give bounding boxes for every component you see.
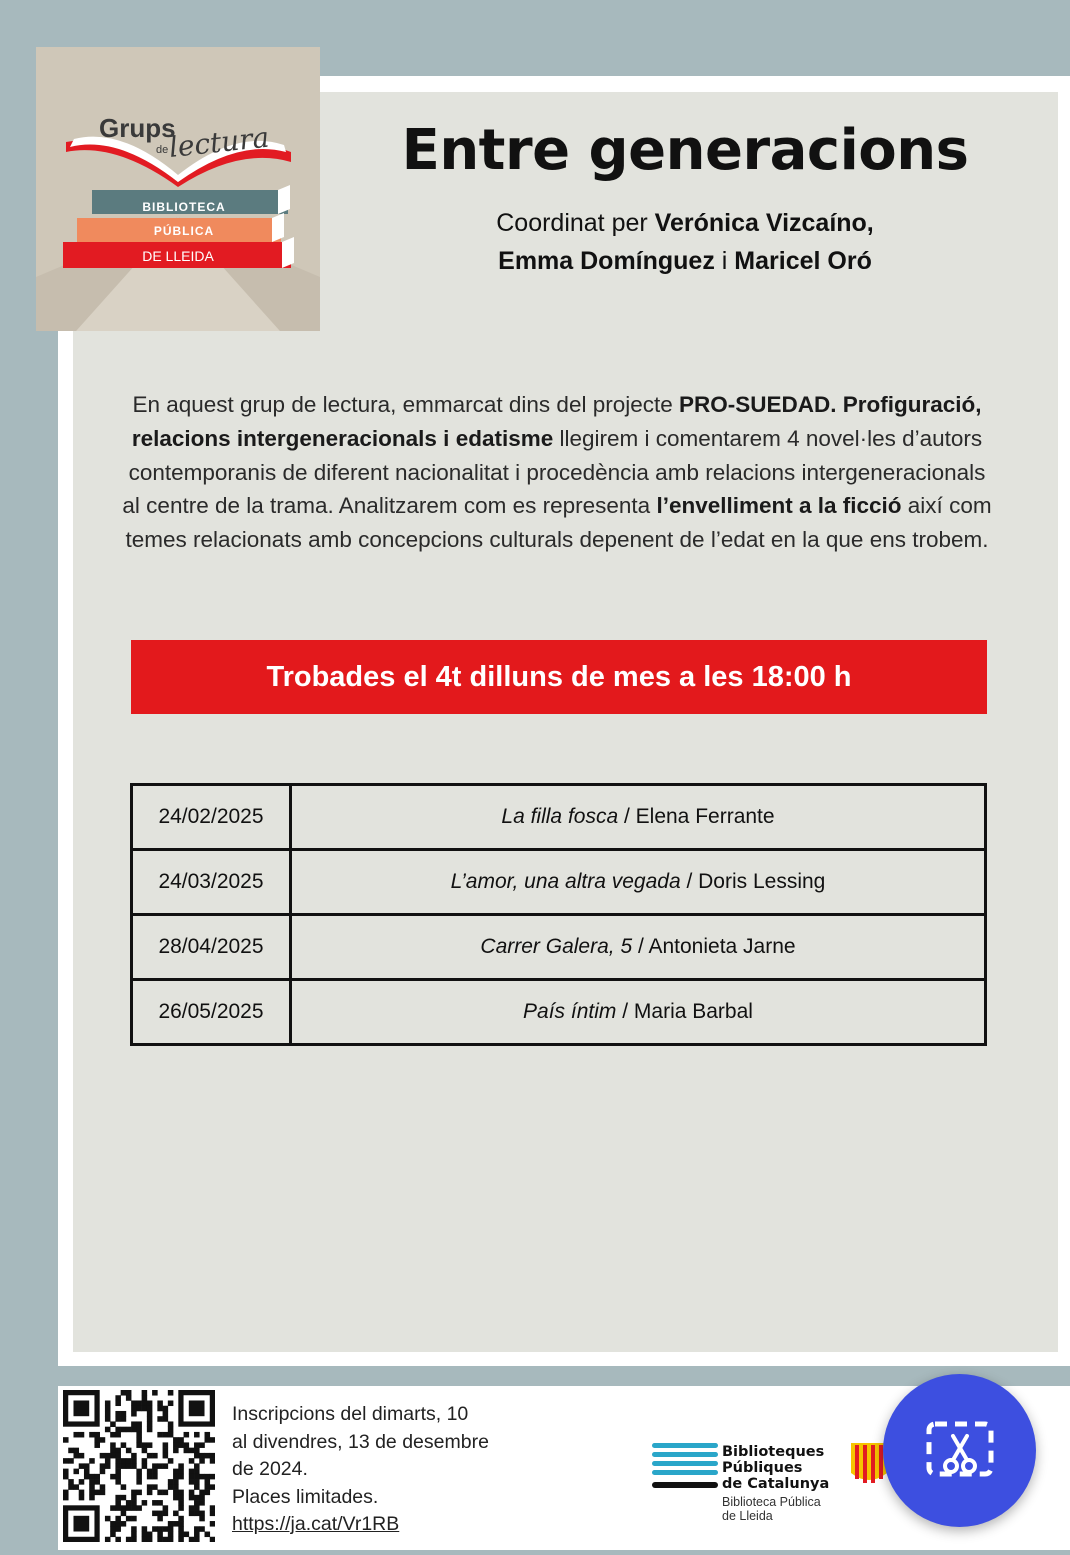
registration-line-3: de 2024.: [232, 1458, 308, 1480]
bpc-sub-line-1: Biblioteca Pública: [722, 1495, 821, 1509]
book-title: Carrer Galera, 5: [480, 935, 633, 958]
book-author: Elena Ferrante: [635, 805, 775, 828]
book-separator: /: [680, 870, 699, 893]
bpc-line-2: Públiques: [722, 1460, 803, 1476]
logo-grups: Grups: [99, 113, 176, 143]
book-author: Doris Lessing: [698, 870, 826, 893]
registration-link[interactable]: https://ja.cat/Vr1RB: [232, 1513, 400, 1535]
coordination: [330, 204, 1040, 280]
intro-text-2: llegirem i comentarem 4 novel·les d’autors contemporanis de diferent nacionalitat i procedència amb relacions intergeneracionals al centre de la trama. Analitzarem com es representa: [122, 425, 986, 519]
crop-scissors-icon: [925, 1420, 995, 1482]
book-title: L’amor, una altra vegada: [450, 870, 681, 893]
book-author: Maria Barbal: [633, 1000, 753, 1023]
intro-paragraph: [120, 388, 994, 557]
session-date: 26/05/2025: [132, 980, 291, 1045]
book-author: Antonieta Jarne: [648, 935, 796, 958]
bpc-sub-line-2: de Lleida: [722, 1509, 773, 1523]
logo-de: de: [156, 144, 169, 156]
coordination-line-2: [330, 242, 1040, 280]
qr-code-icon[interactable]: [63, 1390, 215, 1542]
book-separator: /: [618, 805, 636, 828]
coord-name-1: Verónica Vizcaíno,: [654, 209, 874, 237]
table-row: [132, 980, 986, 1045]
registration-line-4: Places limitades.: [232, 1485, 379, 1508]
grups-lectura-logo: [36, 47, 320, 331]
registration-line-1: Inscripcions del dimarts, 10: [232, 1403, 469, 1425]
session-date: 24/02/2025: [132, 785, 291, 850]
book-title: La filla fosca: [501, 805, 619, 828]
session-book: [291, 785, 986, 850]
logo-book-2: PÚBLICA: [153, 224, 215, 238]
book-separator: /: [616, 1000, 634, 1023]
session-date: 28/04/2025: [132, 915, 291, 980]
intro-bold-1: PRO-SUEDAD. Profiguració, relacions intergeneracionals i edatisme: [131, 392, 982, 451]
registration-line-2: al divendres, 13 de desembre: [232, 1430, 489, 1453]
logo-book-3: DE LLEIDA: [142, 248, 214, 264]
screenshot-capture-button[interactable]: [883, 1374, 1036, 1527]
bpc-subtitle: [722, 1495, 821, 1523]
table-row: [132, 850, 986, 915]
intro-text-1: En aquest grup de lectura, emmarcat dins del projecte: [132, 392, 680, 417]
session-book: [291, 915, 986, 980]
intro-bold-2: l’envelliment a la ficció: [656, 493, 902, 519]
session-book: [291, 850, 986, 915]
logo-book-1: BIBLIOTECA: [142, 200, 226, 214]
logo-lectura: lectura: [167, 120, 271, 164]
table-row: [132, 915, 986, 980]
coord-name-2: Emma Domínguez: [498, 247, 715, 275]
coord-name-3: Maricel Oró: [734, 247, 872, 275]
coord-prefix: Coordinat per: [496, 209, 655, 237]
table-row: [132, 785, 986, 850]
coordination-line-1: [330, 204, 1040, 242]
sessions-table: [130, 783, 987, 1046]
bpc-name: [722, 1444, 829, 1492]
registration-info: [232, 1401, 489, 1539]
bpc-line-3: de Catalunya: [722, 1476, 830, 1492]
session-date: 24/03/2025: [132, 850, 291, 915]
book-separator: /: [632, 935, 649, 958]
bpc-line-1: Biblioteques: [722, 1444, 825, 1460]
session-book: [291, 980, 986, 1045]
schedule-banner: Trobades el 4t dilluns de mes a les 18:00 h: [131, 640, 987, 714]
page-title: Entre generacions: [401, 118, 969, 183]
coord-joiner: i: [714, 247, 735, 275]
intro-text-3: així com temes relacionats amb concepcions culturals depenent de l’edat en la que ens trobem.: [125, 493, 992, 553]
bpc-logo-icon: [652, 1443, 718, 1496]
book-title: País íntim: [523, 1000, 617, 1023]
